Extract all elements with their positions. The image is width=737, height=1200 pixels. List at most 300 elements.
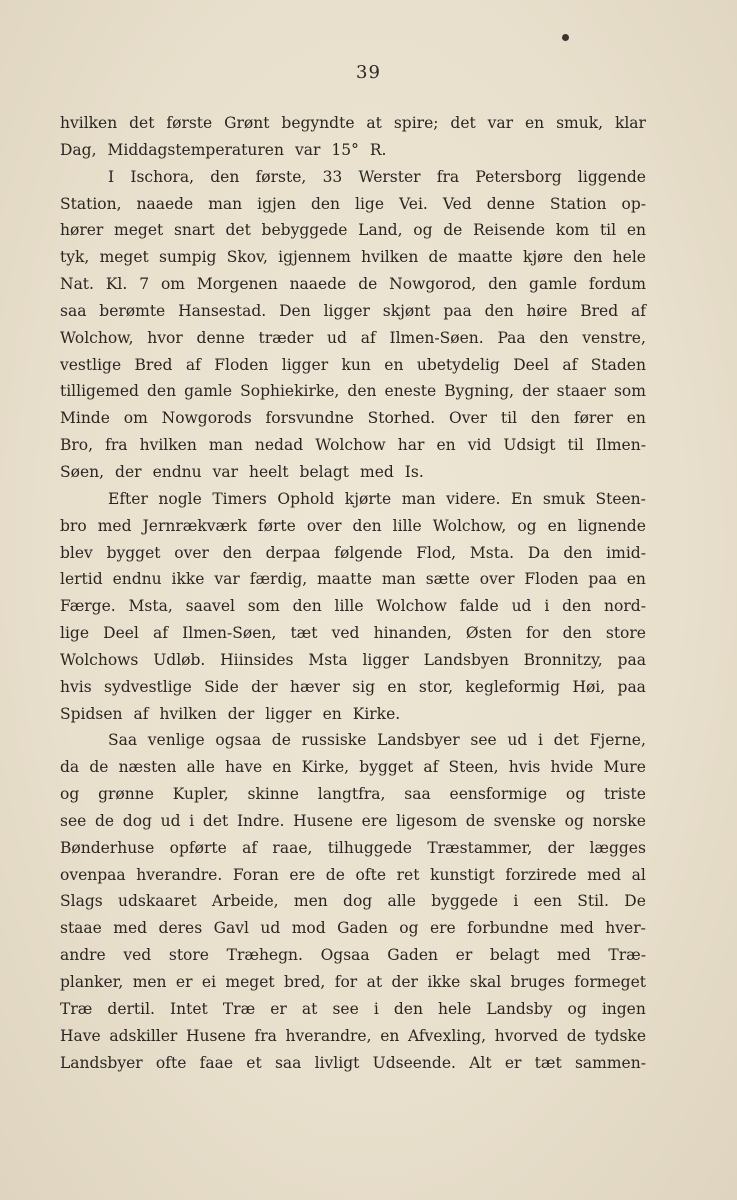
word: Slags: [60, 892, 103, 911]
word: til: [500, 409, 518, 428]
word: af: [423, 758, 439, 777]
word: hele: [437, 999, 472, 1018]
word: af: [631, 301, 646, 320]
word: saavel: [185, 597, 235, 616]
word: følgende: [334, 543, 403, 562]
word: Intet: [170, 999, 208, 1018]
word: een: [533, 892, 562, 911]
word: ere: [429, 919, 456, 938]
word: berømte: [99, 301, 166, 320]
word: Udløb.: [153, 650, 206, 669]
text-line: [60, 647, 646, 674]
word: ingen: [601, 999, 646, 1018]
word: Timers: [212, 489, 267, 508]
word: Floden: [524, 570, 579, 589]
word: Paa: [497, 328, 526, 347]
word: ere: [361, 811, 388, 830]
word: til: [599, 221, 617, 240]
word: over: [174, 543, 209, 562]
text-line: [60, 540, 646, 567]
text-line: [60, 566, 646, 593]
word: Mure: [603, 758, 646, 777]
text-line: [60, 781, 646, 808]
word: den: [222, 543, 252, 562]
word: og: [564, 811, 584, 830]
word: i: [373, 999, 379, 1018]
word: heelt: [249, 462, 289, 481]
text-line: [60, 808, 646, 835]
word: den: [146, 382, 177, 401]
word: hverandre.: [136, 865, 223, 884]
word: Bronnitzy,: [523, 650, 603, 669]
word: igjen: [257, 194, 296, 213]
word: Msta.: [469, 543, 515, 562]
word: lige: [355, 194, 385, 213]
word: den: [393, 999, 423, 1018]
word: triste: [603, 785, 646, 804]
word: kegleformig: [465, 677, 561, 696]
word: Vei.: [399, 194, 428, 213]
word: begyndte: [281, 114, 355, 132]
word: den: [539, 328, 569, 347]
word: af: [133, 704, 149, 723]
text-line: [60, 459, 646, 486]
word: Steen,: [448, 758, 499, 777]
word: adskiller: [109, 1026, 178, 1045]
word: Deel: [103, 624, 139, 643]
word: Gaden: [337, 919, 388, 938]
word: ovenpaa: [60, 865, 126, 884]
word: denne: [486, 194, 535, 213]
word: var: [212, 462, 239, 481]
word: forzirede: [505, 865, 577, 884]
word: hvide: [550, 758, 594, 777]
word: de: [566, 1026, 586, 1045]
word: og: [565, 785, 586, 804]
word: førte: [257, 516, 296, 535]
word: Alt: [469, 1053, 492, 1072]
text-line: [60, 1023, 646, 1050]
word: den: [562, 597, 592, 616]
word: Hiinsides: [220, 650, 294, 669]
word: Ilmen-Søen.: [389, 328, 484, 347]
word: om: [123, 409, 148, 428]
word: den: [292, 597, 322, 616]
word: eensformige: [449, 785, 548, 804]
word: En: [511, 489, 533, 508]
text-line: [60, 271, 646, 298]
word: Fjerne,: [589, 731, 646, 750]
word: Østen: [465, 624, 512, 643]
word: hinanden,: [373, 624, 452, 643]
word: Husene: [293, 811, 353, 830]
word: hører: [60, 221, 104, 240]
text-line: [60, 835, 646, 862]
word: 15°: [331, 140, 359, 159]
word: færdig,: [249, 570, 308, 589]
word: Steen-: [595, 489, 646, 508]
word: hvilken: [361, 248, 419, 267]
text-line: [60, 486, 646, 513]
word: forsvundne: [265, 409, 354, 428]
word: Reisende: [473, 221, 546, 240]
word: et: [246, 1053, 262, 1072]
word: langtfra,: [317, 785, 386, 804]
word: Wolchow,: [432, 516, 507, 535]
text-line: [60, 244, 646, 271]
word: Søen,: [60, 462, 105, 481]
word: meget: [99, 248, 149, 267]
word: var: [487, 114, 514, 132]
word: ud: [327, 328, 347, 347]
word: ogsaa: [215, 731, 262, 750]
text-line: [60, 593, 646, 620]
text-line: [60, 996, 646, 1023]
word: falde: [459, 597, 499, 616]
word: Træhegn.: [226, 946, 303, 965]
word: Storhed.: [367, 409, 436, 428]
word: Færge.: [60, 597, 116, 616]
word: Den: [279, 301, 311, 320]
word: de: [95, 811, 115, 830]
word: Wolchows: [60, 650, 139, 669]
word: Msta,: [128, 597, 173, 616]
word: og: [517, 516, 537, 535]
word: Efter: [108, 489, 148, 508]
word: den: [484, 301, 514, 320]
word: det: [129, 114, 155, 132]
word: ligger: [362, 650, 409, 669]
word: Ophold: [277, 489, 335, 508]
word: var: [294, 140, 321, 159]
word: ofte: [155, 1053, 187, 1072]
word: Grønt: [224, 114, 270, 132]
word: der: [547, 838, 575, 857]
word: endnu: [112, 570, 162, 589]
word: spire;: [393, 114, 439, 132]
word: ikke: [427, 973, 461, 991]
word: Bred: [580, 301, 619, 320]
word: saa: [60, 301, 87, 320]
word: videre.: [446, 489, 501, 508]
word: smuk: [542, 489, 585, 508]
word: Udsigt: [503, 436, 556, 455]
word: sætte: [425, 570, 470, 589]
word: med: [360, 462, 394, 481]
word: svenske: [493, 811, 556, 830]
word: der: [227, 704, 255, 723]
word: skinne: [247, 785, 299, 804]
word: har: [397, 436, 425, 455]
word: staaer: [556, 382, 606, 401]
word: hvilken: [139, 436, 197, 455]
word: de: [271, 731, 291, 750]
word: klar: [614, 114, 646, 132]
word: grønne: [98, 785, 154, 804]
word: Træ-: [608, 946, 646, 965]
word: Ilmen-: [595, 436, 646, 455]
word: venlige: [147, 731, 205, 750]
word: lille: [392, 516, 422, 535]
word: deres: [158, 919, 203, 938]
word: Afvexling,: [408, 1026, 487, 1045]
word: norske: [592, 811, 646, 830]
word: tæt: [534, 1053, 562, 1072]
word: fordum: [588, 275, 646, 294]
word: see: [60, 811, 87, 830]
word: Bønderhuse: [60, 838, 155, 857]
text-line: [60, 701, 646, 728]
word: og: [413, 221, 433, 240]
word: Træstammer,: [427, 838, 533, 857]
word: træder: [258, 328, 314, 347]
word: ved: [123, 946, 152, 965]
word: man: [208, 194, 243, 213]
word: ligesom: [396, 811, 458, 830]
word: 7: [139, 275, 150, 294]
word: en: [322, 704, 342, 723]
word: Saa: [108, 731, 138, 750]
word: meget: [225, 973, 275, 991]
word: formeget: [574, 973, 646, 991]
text-line: [60, 137, 646, 164]
word: af: [153, 624, 168, 643]
word: paa: [617, 650, 646, 669]
word: Minde: [60, 409, 110, 428]
word: ret: [396, 865, 420, 884]
text-line: [60, 1050, 646, 1077]
word: belagt: [489, 946, 540, 965]
word: Is.: [404, 462, 424, 481]
text-line: [60, 191, 646, 218]
word: sammen-: [574, 1053, 646, 1072]
word: meget: [114, 221, 164, 240]
word: det: [450, 114, 476, 132]
text-line: [60, 862, 646, 889]
word: ud: [507, 731, 528, 750]
word: Landsbyer: [60, 1053, 143, 1072]
word: Gavl: [213, 919, 249, 938]
word: Træ: [222, 999, 256, 1018]
word: det: [553, 731, 579, 750]
word: skjønt: [382, 301, 431, 320]
word: med: [587, 865, 622, 884]
word: Bred: [134, 355, 173, 374]
word: andre: [60, 946, 106, 965]
word: blev: [60, 543, 93, 562]
word: sig: [352, 677, 376, 696]
text-line: [60, 432, 646, 459]
text-line: [60, 674, 646, 701]
word: men: [132, 973, 167, 991]
word: Have: [60, 1026, 101, 1045]
text-line: [60, 352, 646, 379]
word: til: [567, 436, 584, 455]
word: for: [334, 973, 358, 991]
word: om: [160, 275, 185, 294]
word: imid-: [606, 543, 646, 562]
word: af: [242, 838, 258, 857]
text-line: [60, 513, 646, 540]
word: Kirke,: [301, 758, 350, 777]
text-line: [60, 378, 646, 405]
word: bruges: [510, 973, 565, 991]
word: første: [166, 114, 213, 132]
word: naaede: [289, 275, 347, 294]
text-line: [60, 888, 646, 915]
word: hver-: [605, 919, 646, 938]
word: bygget: [106, 543, 161, 562]
word: Kl.: [105, 275, 128, 294]
word: Kirke.: [352, 704, 401, 723]
word: Hansestad.: [178, 301, 267, 320]
word: ud: [511, 597, 532, 616]
text-line: [60, 754, 646, 781]
word: see: [470, 731, 497, 750]
word: det: [225, 221, 251, 240]
word: denne: [196, 328, 245, 347]
word: tæt: [290, 624, 318, 643]
word: Nowgorods: [161, 409, 252, 428]
word: Gaden: [387, 946, 438, 965]
word: hvilken: [60, 114, 118, 132]
word: Msta: [308, 650, 348, 669]
word: tyk,: [60, 248, 90, 267]
word: fører: [573, 409, 613, 428]
word: endnu: [152, 462, 202, 481]
word: Werster: [358, 167, 421, 186]
word: første,: [255, 167, 307, 186]
word: Flod,: [416, 543, 457, 562]
word: venstre,: [582, 328, 646, 347]
word: den: [530, 409, 560, 428]
word: Petersborg: [475, 167, 562, 186]
word: derpaa: [265, 543, 321, 562]
word: Ved: [442, 194, 472, 213]
word: naaede: [136, 194, 194, 213]
word: med: [560, 919, 594, 938]
word: Indre.: [236, 811, 285, 830]
word: en: [626, 409, 646, 428]
word: ofte: [355, 865, 386, 884]
word: paa: [617, 677, 646, 696]
word: Dag,: [60, 140, 97, 159]
word: en: [380, 1026, 400, 1045]
word: en: [547, 516, 567, 535]
word: Nat.: [60, 275, 94, 294]
word: en: [524, 114, 545, 132]
word: kun: [341, 355, 371, 374]
word: dog: [343, 892, 373, 911]
body-text: [60, 110, 646, 1076]
word: er: [455, 946, 473, 965]
word: Landsby: [486, 999, 553, 1018]
text-line: [60, 110, 646, 137]
word: Nowgorod,: [389, 275, 477, 294]
word: at: [366, 973, 383, 991]
word: ligger: [265, 704, 312, 723]
word: den: [562, 624, 592, 643]
word: op-: [621, 194, 646, 213]
word: ved: [331, 624, 360, 643]
word: faae: [199, 1053, 234, 1072]
word: hæver: [289, 677, 340, 696]
word: Husene: [186, 1026, 246, 1045]
word: ere: [289, 865, 316, 884]
word: af: [185, 355, 201, 374]
word: nogle: [158, 489, 202, 508]
word: Ischora,: [130, 167, 195, 186]
word: 33: [322, 167, 343, 186]
word: De: [624, 892, 646, 911]
word: med: [113, 919, 148, 938]
word: hverandre,: [285, 1026, 372, 1045]
word: de: [443, 221, 463, 240]
word: det: [202, 811, 229, 830]
word: af: [360, 328, 376, 347]
word: bro: [60, 516, 87, 535]
word: gamle: [529, 275, 578, 294]
word: ud: [160, 811, 181, 830]
word: R.: [369, 140, 387, 159]
word: man: [208, 436, 243, 455]
word: Foran: [232, 865, 279, 884]
word: bygget: [359, 758, 414, 777]
word: Staden: [590, 355, 646, 374]
word: Over: [449, 409, 488, 428]
word: skal: [469, 973, 502, 991]
word: hvorved: [494, 1026, 559, 1045]
word: ligger: [323, 301, 370, 320]
word: saa: [274, 1053, 302, 1072]
word: Land,: [358, 221, 403, 240]
word: en: [387, 677, 407, 696]
word: lille: [334, 597, 364, 616]
word: lægges: [589, 838, 646, 857]
word: næsten: [118, 758, 177, 777]
word: de: [89, 758, 109, 777]
word: mod: [291, 919, 326, 938]
word: en: [436, 436, 456, 455]
word: for: [526, 624, 549, 643]
word: at: [366, 114, 382, 132]
text-line: [60, 164, 646, 191]
word: nedad: [254, 436, 304, 455]
word: opførte: [169, 838, 227, 857]
word: gamle: [184, 382, 233, 401]
word: Træ: [60, 999, 93, 1018]
word: at: [301, 999, 318, 1018]
word: den: [573, 248, 603, 267]
word: nord-: [604, 597, 646, 616]
word: og: [567, 999, 587, 1018]
word: ligger: [281, 355, 329, 374]
text-line: [60, 325, 646, 352]
word: hvis: [60, 677, 92, 696]
word: den: [488, 275, 518, 294]
word: alle: [186, 758, 215, 777]
word: saa: [404, 785, 431, 804]
word: store: [605, 624, 646, 643]
word: Floden: [214, 355, 269, 374]
word: er: [175, 973, 193, 991]
word: Station: [549, 194, 607, 213]
word: kom: [555, 221, 590, 240]
word: der: [251, 677, 278, 696]
word: hvis: [508, 758, 541, 777]
word: en: [626, 570, 646, 589]
word: sumpig: [159, 248, 217, 267]
